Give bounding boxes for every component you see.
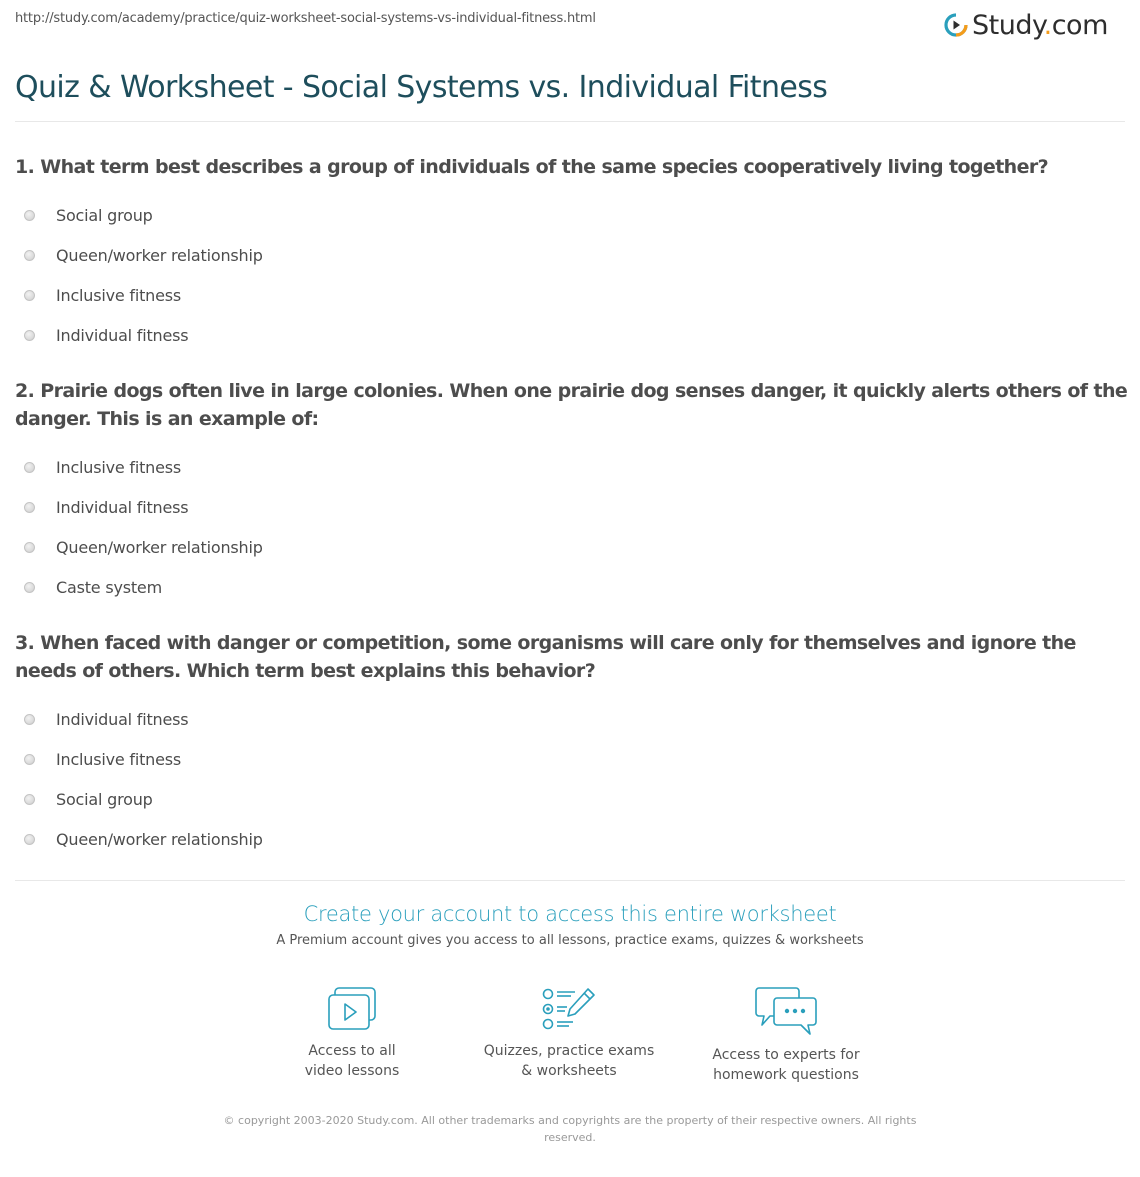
radio-button[interactable] [24, 290, 35, 301]
play-circle-logo-icon [944, 13, 968, 37]
feature-experts [686, 985, 886, 1085]
radio-button[interactable] [24, 502, 35, 513]
video-lessons-icon [326, 985, 378, 1033]
feature-video-lessons [252, 985, 452, 1081]
question-2 [15, 377, 1130, 607]
divider [15, 880, 1125, 881]
radio-button[interactable] [24, 210, 35, 221]
feature-quizzes [469, 985, 669, 1081]
radio-button[interactable] [24, 834, 35, 845]
question-text: 2. Prairie dogs often live in large colonies. When one prairie dog senses danger, it quickly alerts others of the danger. This is an example of: [15, 380, 1128, 430]
quiz-checklist-icon [541, 985, 597, 1033]
answer-option[interactable]: Individual fitness [15, 315, 1130, 355]
answer-list [15, 447, 1130, 607]
answer-option[interactable]: Caste system [15, 567, 1130, 607]
divider [15, 121, 1125, 122]
feature-label: Quizzes, practice exams & worksheets [483, 1043, 655, 1079]
question-1 [15, 153, 1130, 355]
study-logo[interactable] [944, 8, 1108, 42]
page-url: http://study.com/academy/practice/quiz-worksheet-social-systems-vs-individual-fitness.html [15, 11, 596, 26]
feature-label: Access to experts for homework questions [712, 1047, 860, 1083]
logo-text: Study.com [972, 9, 1108, 41]
answer-option[interactable]: Individual fitness [15, 699, 1130, 739]
radio-button[interactable] [24, 714, 35, 725]
radio-button[interactable] [24, 542, 35, 553]
chat-bubbles-icon [754, 985, 818, 1037]
radio-button[interactable] [24, 754, 35, 765]
page-title: Quiz & Worksheet - Social Systems vs. Individual Fitness [15, 70, 828, 105]
answer-option[interactable]: Social group [15, 779, 1130, 819]
answer-option[interactable]: Inclusive fitness [15, 739, 1130, 779]
feature-label: Access to all video lessons [304, 1043, 400, 1079]
answer-option[interactable]: Individual fitness [15, 487, 1130, 527]
answer-list [15, 699, 1130, 859]
radio-button[interactable] [24, 582, 35, 593]
copyright-footer: © copyright 2003-2020 Study.com. All other trademarks and copyrights are the property of their respective owners. All rights reserved. [223, 1114, 917, 1144]
radio-button[interactable] [24, 462, 35, 473]
question-3 [15, 629, 1130, 859]
answer-option[interactable]: Queen/worker relationship [15, 527, 1130, 567]
promo-subtitle: A Premium account gives you access to all lessons, practice exams, quizzes & worksheets [276, 933, 864, 948]
radio-button[interactable] [24, 330, 35, 341]
question-text: 3. When faced with danger or competition, some organisms will care only for themselves and ignore the needs of others. Which term best explains this behavior? [15, 632, 1076, 682]
answer-option[interactable]: Queen/worker relationship [15, 235, 1130, 275]
radio-button[interactable] [24, 794, 35, 805]
answer-option[interactable]: Social group [15, 195, 1130, 235]
answer-list [15, 195, 1130, 355]
answer-option[interactable]: Inclusive fitness [15, 275, 1130, 315]
answer-option[interactable]: Inclusive fitness [15, 447, 1130, 487]
radio-button[interactable] [24, 250, 35, 261]
create-account-link[interactable]: Create your account to access this entire worksheet [303, 902, 837, 926]
answer-option[interactable]: Queen/worker relationship [15, 819, 1130, 859]
question-text: 1. What term best describes a group of individuals of the same species cooperatively living together? [15, 156, 1049, 178]
